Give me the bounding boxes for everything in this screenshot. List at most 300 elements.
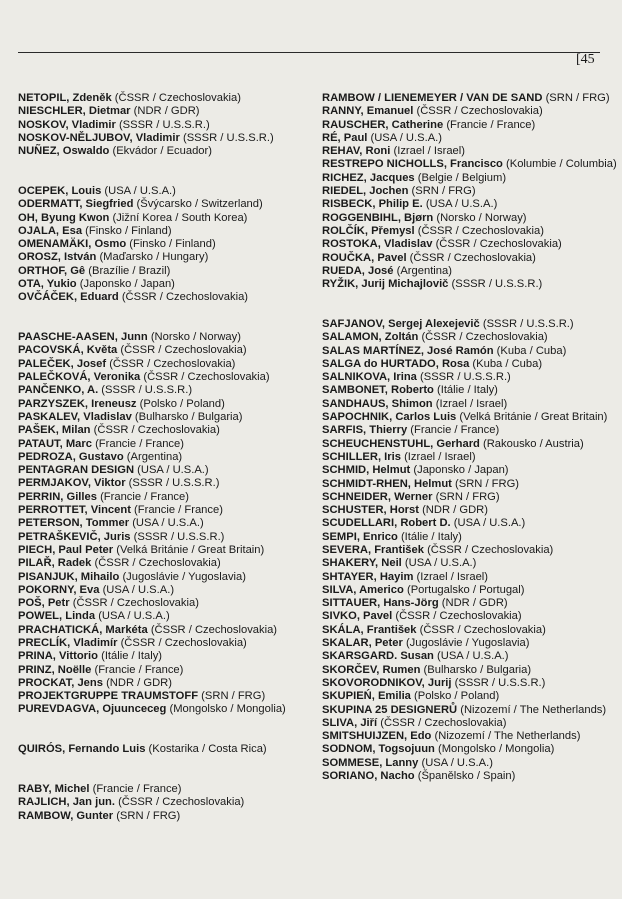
- entry-name: PENTAGRAN DESIGN: [18, 464, 135, 477]
- index-entry: [18, 743, 300, 756]
- index-entry: [322, 145, 622, 158]
- index-entry: [322, 491, 622, 504]
- index-entry: [322, 398, 622, 411]
- entry-name: OVČÁČEK, Eduard: [18, 291, 119, 304]
- entry-name: NOSKOV-NĚLJUBOV, Vladimir: [18, 131, 180, 144]
- index-entry: [322, 730, 622, 743]
- entry-country: (Rakousko / Austria): [483, 437, 584, 450]
- entry-country: (USA / U.S.A.): [421, 756, 493, 769]
- index-entry: [322, 451, 622, 464]
- entry-country: (SSSR / U.S.S.R.): [182, 131, 274, 144]
- entry-name: ROUČKA, Pavel: [322, 251, 407, 264]
- index-entry: [18, 278, 300, 291]
- entry-country: (ČSSR / Czechoslovakia): [109, 357, 236, 370]
- index-entry: [18, 212, 300, 225]
- entry-name: SAMBONET, Roberto: [322, 384, 434, 397]
- right-column: [322, 92, 622, 783]
- entry-name: SCHMID, Helmut: [322, 464, 411, 477]
- entry-country: (Kostarika / Costa Rica): [148, 743, 267, 756]
- entry-name: PETRAŠKEVIČ, Juris: [18, 530, 131, 543]
- group-gap: [18, 305, 300, 332]
- entry-country: (ČSSR / Czechoslovakia): [417, 224, 544, 237]
- entry-name: PISANJUK, Mihailo: [18, 570, 120, 583]
- entry-country: (USA / U.S.A.): [137, 464, 209, 477]
- index-entry: [18, 531, 300, 544]
- entry-name: OJALA, Esa: [18, 224, 83, 237]
- entry-name: SARFIS, Thierry: [322, 424, 408, 437]
- entry-name: SANDHAUS, Shimon: [322, 397, 433, 410]
- entry-name: SIVKO, Pavel: [322, 610, 393, 623]
- index-entry: [18, 584, 300, 597]
- index-entry: [322, 345, 622, 358]
- entry-country: (ČSSR / Czechoslovakia): [94, 557, 221, 570]
- index-entry: [322, 584, 622, 597]
- entry-country: (Belgie / Belgium): [417, 171, 507, 184]
- index-entry: [322, 238, 622, 251]
- entry-name: RESTREPO NICHOLLS, Francisco: [322, 158, 503, 171]
- entry-name: ORTHOF, Gê: [18, 264, 86, 277]
- group-gap: [322, 291, 622, 318]
- index-entry: [18, 664, 300, 677]
- entry-name: SKORČEV, Rumen: [322, 663, 421, 676]
- entry-name: SAFJANOV, Sergej Alexejevič: [322, 317, 480, 330]
- entry-country: (Argentina): [396, 264, 452, 277]
- index-entry: [18, 690, 300, 703]
- entry-country: (SSSR / U.S.S.R.): [101, 384, 193, 397]
- index-entry: [18, 291, 300, 304]
- index-entry: [18, 544, 300, 557]
- entry-name: QUIRÓS, Fernando Luis: [18, 743, 146, 756]
- index-entry: [322, 704, 622, 717]
- index-entry: [18, 464, 300, 477]
- entry-country: (NDR / GDR): [106, 676, 172, 689]
- entry-name: SALNIKOVA, Irina: [322, 371, 417, 384]
- entry-name: PRACHATICKÁ, Markéta: [18, 623, 148, 636]
- entry-name: RAJLICH, Jan jun.: [18, 796, 115, 809]
- entry-name: SALAMON, Zoltán: [322, 331, 419, 344]
- entry-name: SCUDELLARI, Robert D.: [322, 517, 451, 530]
- entry-name: SAPOCHNIK, Carlos Luis: [322, 411, 457, 424]
- index-entry: [18, 571, 300, 584]
- index-entry: [18, 637, 300, 650]
- entry-name: REHAV, Roni: [322, 145, 391, 158]
- entry-name: SCHEUCHENSTUHL, Gerhard: [322, 437, 480, 450]
- entry-name: PIECH, Paul Peter: [18, 543, 114, 556]
- entry-country: (Maďarsko / Hungary): [99, 251, 209, 264]
- entry-name: ROLČÍK, Přemysl: [322, 224, 415, 237]
- entry-name: RUEDA, José: [322, 264, 394, 277]
- entry-name: PAASCHE-AASEN, Junn: [18, 331, 148, 344]
- entry-country: (Polsko / Poland): [139, 397, 225, 410]
- entry-country: (ČSSR / Czechoslovakia): [416, 105, 543, 118]
- entry-name: OROSZ, István: [18, 251, 97, 264]
- entry-name: RIEDEL, Jochen: [322, 185, 409, 198]
- index-entry: [18, 105, 300, 118]
- index-entry: [322, 610, 622, 623]
- entry-country: (ČSSR / Czechoslovakia): [93, 424, 220, 437]
- entry-name: SKUPIEŃ, Emilia: [322, 690, 411, 703]
- entry-name: PROCKAT, Jens: [18, 676, 103, 689]
- entry-country: (SRN / FRG): [116, 809, 181, 822]
- index-entry: [322, 158, 622, 171]
- index-entry: [18, 344, 300, 357]
- index-entry: [322, 597, 622, 610]
- entry-name: PERROTTET, Vincent: [18, 504, 131, 517]
- index-entry: [18, 624, 300, 637]
- entry-name: RABY, Michel: [18, 783, 90, 796]
- entry-name: RÉ, Paul: [322, 131, 368, 144]
- index-entry: [18, 265, 300, 278]
- entry-name: RISBECK, Philip E.: [322, 198, 423, 211]
- entry-name: SOMMESE, Lanny: [322, 756, 419, 769]
- entry-name: NOSKOV, Vladimir: [18, 118, 116, 131]
- entry-name: SCHUSTER, Horst: [322, 504, 419, 517]
- entry-name: OMENAMÄKI, Osmo: [18, 238, 127, 251]
- index-entry: [18, 145, 300, 158]
- entry-name: ODERMATT, Siegfried: [18, 198, 134, 211]
- entry-country: (Francie / France): [92, 783, 182, 796]
- entry-name: NUÑEZ, Oswaldo: [18, 145, 110, 158]
- entry-country: (Francie / France): [100, 490, 189, 503]
- header-rule: [18, 52, 600, 53]
- index-entry: [322, 637, 622, 650]
- index-entry: [18, 810, 300, 823]
- entry-country: (Japonsko / Japan): [79, 278, 175, 291]
- index-entry: [18, 132, 300, 145]
- index-entry: [18, 424, 300, 437]
- entry-name: RANNY, Emanuel: [322, 105, 414, 118]
- entry-country: (USA / U.S.A.): [437, 650, 509, 663]
- entry-name: SKALAR, Peter: [322, 637, 403, 650]
- entry-country: (Finsko / Finland): [85, 224, 172, 237]
- entry-country: (ČSSR / Czechoslovakia): [419, 623, 546, 636]
- entry-name: SODNOM, Togsojuun: [322, 743, 435, 756]
- index-entry: [18, 384, 300, 397]
- entry-name: SCHNEIDER, Werner: [322, 490, 433, 503]
- entry-group: [18, 783, 300, 823]
- page-number: [45: [576, 52, 595, 67]
- entry-name: SKOVORODNIKOV, Jurij: [322, 676, 452, 689]
- entry-country: (ČSSR / Czechoslovakia): [395, 610, 522, 623]
- entry-country: (ČSSR / Czechoslovakia): [121, 291, 249, 304]
- entry-country: (Jugoslávie / Yugoslavia): [405, 637, 530, 650]
- index-entry: [322, 384, 622, 397]
- entry-country: (SRN / FRG): [545, 92, 610, 104]
- entry-name: PROJEKTGRUPPE TRAUMSTOFF: [18, 690, 199, 703]
- entry-name: OTA, Yukio: [18, 278, 77, 291]
- entry-country: (NDR / GDR): [441, 597, 508, 610]
- index-entry: [322, 544, 622, 557]
- index-entry: [18, 251, 300, 264]
- index-entry: [322, 331, 622, 344]
- entry-group: [18, 743, 300, 756]
- entry-country: (Bulharsko / Bulgaria): [134, 410, 243, 423]
- entry-country: (Itálie / Italy): [436, 384, 498, 397]
- index-entry: [18, 491, 300, 504]
- entry-country: (Jižní Korea / South Korea): [112, 211, 248, 224]
- index-entry: [322, 624, 622, 637]
- entry-name: ROSTOKA, Vladislav: [322, 238, 433, 251]
- entry-name: SHAKERY, Neil: [322, 557, 402, 570]
- entry-country: (USA / U.S.A.): [453, 517, 526, 530]
- index-entry: [18, 225, 300, 238]
- index-entry: [322, 358, 622, 371]
- entry-country: (NDR / GDR): [133, 105, 200, 118]
- index-entry: [18, 610, 300, 623]
- index-entry: [18, 198, 300, 211]
- entry-name: ROGGENBIHL, Bjørn: [322, 211, 434, 224]
- entry-country: (Francie / France): [94, 663, 184, 676]
- entry-country: (Izrael / Israel): [404, 450, 476, 463]
- entry-country: (ČSSR / Czechoslovakia): [435, 238, 562, 251]
- index-entry: [322, 650, 622, 663]
- entry-group: [18, 92, 300, 158]
- entry-country: (Izrael / Israel): [393, 145, 465, 158]
- entry-name: PAŠEK, Milan: [18, 424, 91, 437]
- entry-country: (Bulharsko / Bulgaria): [423, 663, 532, 676]
- entry-country: (SRN / FRG): [455, 477, 520, 490]
- index-entry: [322, 252, 622, 265]
- entry-country: (Švýcarsko / Switzerland): [136, 198, 263, 211]
- entry-name: POWEL, Linda: [18, 610, 96, 623]
- index-entry: [322, 424, 622, 437]
- entry-name: NIESCHLER, Dietmar: [18, 105, 131, 118]
- entry-name: SCHILLER, Iris: [322, 450, 401, 463]
- entry-country: (Brazílie / Brazil): [88, 264, 171, 277]
- index-entry: [322, 411, 622, 424]
- entry-country: (ČSSR / Czechoslovakia): [120, 344, 247, 357]
- entry-country: (ČSSR / Czechoslovakia): [409, 251, 536, 264]
- entry-country: (Izrael / Israel): [416, 570, 489, 583]
- entry-name: SKUPINA 25 DESIGNERŮ: [322, 703, 458, 716]
- entry-country: (Francie / France): [410, 424, 500, 437]
- entry-country: (Polsko / Poland): [414, 690, 500, 703]
- entry-country: (SRN / FRG): [411, 185, 476, 198]
- entry-name: PETERSON, Tommer: [18, 517, 130, 530]
- entry-country: (ČSSR / Czechoslovakia): [118, 796, 245, 809]
- index-entry: [18, 438, 300, 451]
- entry-country: (USA / U.S.A.): [404, 557, 477, 570]
- index-entry: [18, 451, 300, 464]
- group-gap: [18, 757, 300, 784]
- index-entry: [322, 464, 622, 477]
- entry-name: POKORNY, Eva: [18, 583, 100, 596]
- index-entry: [322, 318, 622, 331]
- index-entry: [322, 770, 622, 783]
- entry-country: (SSSR / U.S.S.R.): [133, 530, 225, 543]
- index-entry: [322, 664, 622, 677]
- entry-name: SHTAYER, Hayim: [322, 570, 414, 583]
- index-entry: [322, 690, 622, 703]
- entry-country: (Nizozemí / The Netherlands): [434, 730, 581, 743]
- index-entry: [322, 571, 622, 584]
- entry-name: PEDROZA, Gustavo: [18, 450, 124, 463]
- index-entry: [322, 557, 622, 570]
- entry-name: RAMBOW / LIENEMEYER / VAN DE SAND: [322, 92, 543, 104]
- entry-country: (Finsko / Finland): [129, 238, 216, 251]
- entry-country: (Itálie / Italy): [101, 650, 163, 663]
- entry-name: RAMBOW, Gunter: [18, 809, 114, 822]
- index-entry: [18, 185, 300, 198]
- entry-group: [322, 318, 622, 783]
- entry-name: PALEČKOVÁ, Veronika: [18, 371, 141, 384]
- entry-name: PERMJAKOV, Viktor: [18, 477, 126, 490]
- entry-name: OCEPEK, Louis: [18, 184, 102, 197]
- index-entry: [322, 517, 622, 530]
- index-entry: [18, 331, 300, 344]
- entry-name: SALAS MARTÍNEZ, José Ramón: [322, 344, 494, 357]
- index-entry: [322, 198, 622, 211]
- index-entry: [322, 438, 622, 451]
- entry-name: RICHEZ, Jacques: [322, 171, 415, 184]
- index-entry: [18, 371, 300, 384]
- entry-country: (Francie / France): [134, 504, 223, 517]
- entry-name: OH, Byung Kwon: [18, 211, 110, 224]
- entry-name: PARZYSZEK, Ireneusz: [18, 397, 137, 410]
- entry-name: SALGA do HURTADO, Rosa: [322, 357, 470, 370]
- index-entry: [18, 517, 300, 530]
- index-entry: [322, 185, 622, 198]
- index-entry: [322, 105, 622, 118]
- group-gap: [18, 717, 300, 744]
- entry-name: PRINA, Vittorio: [18, 650, 98, 663]
- entry-name: SILVA, Americo: [322, 583, 404, 596]
- entry-country: (USA / U.S.A.): [104, 184, 176, 197]
- index-entry: [18, 411, 300, 424]
- entry-country: (SSSR / U.S.S.R.): [128, 477, 220, 490]
- entry-country: (SSSR / U.S.S.R.): [451, 278, 543, 291]
- entry-country: (SSSR / U.S.S.R.): [482, 317, 574, 330]
- entry-country: (Ekvádor / Ecuador): [112, 145, 212, 158]
- index-entry: [322, 478, 622, 491]
- entry-name: PALEČEK, Josef: [18, 357, 107, 370]
- entry-country: (Nizozemí / The Netherlands): [460, 703, 607, 716]
- index-entry: [322, 172, 622, 185]
- index-entry: [18, 477, 300, 490]
- entry-country: (ČSSR / Czechoslovakia): [114, 92, 241, 104]
- entry-country: (Francie / France): [95, 437, 184, 450]
- index-entry: [322, 757, 622, 770]
- index-entry: [322, 119, 622, 132]
- entry-country: (ČSSR / Czechoslovakia): [150, 623, 278, 636]
- index-entry: [322, 132, 622, 145]
- entry-country: (Mongolsko / Mongolia): [438, 743, 555, 756]
- entry-country: (Francie / France): [446, 118, 536, 131]
- entry-country: (Velká Británie / Great Britain): [116, 543, 265, 556]
- entry-country: (Kuba / Cuba): [472, 357, 543, 370]
- entry-country: (NDR / GDR): [422, 504, 488, 517]
- entry-country: (ČSSR / Czechoslovakia): [143, 371, 270, 384]
- entry-name: SKÁLA, František: [322, 623, 417, 636]
- entry-country: (Norsko / Norway): [150, 331, 241, 344]
- index-entry: [322, 265, 622, 278]
- index-entry: [322, 677, 622, 690]
- entry-name: PASKALEV, Vladislav: [18, 410, 132, 423]
- entry-name: NETOPIL, Zdeněk: [18, 92, 112, 104]
- index-entry: [18, 119, 300, 132]
- entry-country: (ČSSR / Czechoslovakia): [380, 716, 507, 729]
- entry-country: (Argentina): [126, 450, 183, 463]
- entry-country: (USA / U.S.A.): [425, 198, 498, 211]
- entry-name: SCHMIDT-RHEN, Helmut: [322, 477, 452, 490]
- entry-name: SORIANO, Nacho: [322, 770, 415, 783]
- group-gap: [18, 158, 300, 185]
- entry-name: RAUSCHER, Catherine: [322, 118, 444, 131]
- entry-name: SKARSGARD. Susan: [322, 650, 434, 663]
- entry-country: (ČSSR / Czechoslovakia): [427, 544, 554, 556]
- index-entry: [322, 717, 622, 730]
- entry-country: (USA / U.S.A.): [102, 583, 175, 596]
- entry-country: (Velká Británie / Great Britain): [459, 411, 608, 424]
- index-entry: [18, 650, 300, 663]
- entry-country: (SSSR / U.S.S.R.): [420, 371, 511, 384]
- entry-name: PRINZ, Noëlle: [18, 663, 92, 676]
- entry-country: (SRN / FRG): [201, 690, 266, 703]
- index-entry: [322, 278, 622, 291]
- entry-country: (SSSR / U.S.S.R.): [118, 118, 210, 131]
- index-entry: [322, 92, 622, 105]
- index-entry: [18, 796, 300, 809]
- index-entry: [322, 531, 622, 544]
- entry-name: SMITSHUIJZEN, Edo: [322, 730, 432, 743]
- entry-group: [18, 331, 300, 717]
- entry-country: (ČSSR / Czechoslovakia): [120, 636, 247, 649]
- entry-group: [18, 185, 300, 305]
- entry-name: PATAUT, Marc: [18, 437, 92, 450]
- entry-country: (ČSSR / Czechoslovakia): [72, 597, 199, 610]
- entry-country: (SSSR / U.S.S.R.): [454, 676, 546, 689]
- entry-country: (SRN / FRG): [435, 490, 500, 503]
- index-entry: [322, 371, 622, 384]
- entry-country: (Kuba / Cuba): [496, 344, 567, 357]
- index-entry: [18, 783, 300, 796]
- index-entry: [18, 557, 300, 570]
- entry-name: PILAŘ, Radek: [18, 557, 92, 570]
- entry-name: PACOVSKÁ, Květa: [18, 344, 118, 357]
- entry-name: POŠ, Petr: [18, 597, 70, 610]
- entry-country: (Portugalsko / Portugal): [406, 583, 525, 596]
- entry-country: (Itálie / Italy): [400, 530, 462, 543]
- entry-country: (USA / U.S.A.): [132, 517, 204, 530]
- entry-name: PRECLÍK, Vladimír: [18, 636, 118, 649]
- index-entry: [322, 225, 622, 238]
- entry-name: PERRIN, Gilles: [18, 490, 97, 503]
- entry-country: (Mongolsko / Mongolia): [169, 703, 286, 716]
- index-entry: [18, 597, 300, 610]
- index-entry: [18, 358, 300, 371]
- index-entry: [322, 212, 622, 225]
- entry-group: [322, 92, 622, 291]
- entry-name: PANČENKO, A.: [18, 384, 99, 397]
- index-entry: [18, 677, 300, 690]
- entry-name: SITTAUER, Hans-Jörg: [322, 597, 439, 610]
- index-entry: [18, 398, 300, 411]
- index-entry: [18, 703, 300, 716]
- entry-country: (Norsko / Norway): [436, 211, 527, 224]
- entry-name: RYŽIK, Jurij Michajlovič: [322, 278, 449, 291]
- entry-name: SEMPI, Enrico: [322, 530, 398, 543]
- left-column: [18, 92, 300, 823]
- entry-country: (Španělsko / Spain): [417, 770, 516, 783]
- index-entry: [322, 504, 622, 517]
- index-entry: [18, 504, 300, 517]
- entry-name: SLIVA, Jiří: [322, 716, 378, 729]
- index-entry: [322, 743, 622, 756]
- entry-name: SEVERA, František: [322, 544, 424, 556]
- entry-country: (Jugoslávie / Yugoslavia): [122, 570, 246, 583]
- entry-country: (USA / U.S.A.): [370, 131, 442, 144]
- index-entry: [18, 92, 300, 105]
